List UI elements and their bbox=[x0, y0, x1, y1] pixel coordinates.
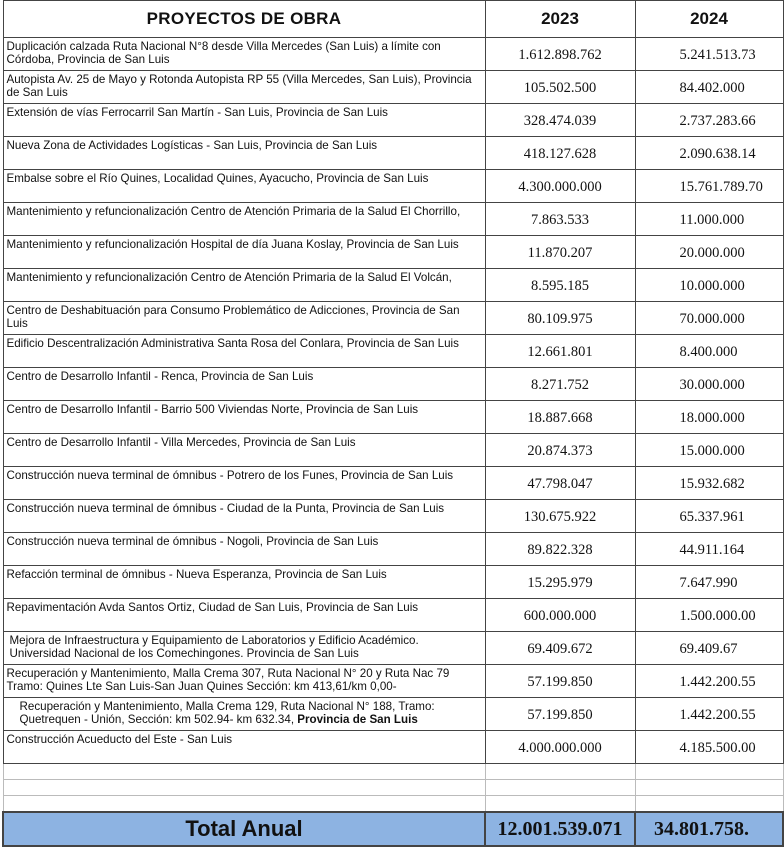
header-year-2023[interactable]: 2023 bbox=[485, 1, 635, 38]
value-2024-cell[interactable]: 1.500.000.00 bbox=[635, 599, 783, 632]
value-2023-cell[interactable]: 47.798.047 bbox=[485, 467, 635, 500]
value-2024-cell[interactable]: 4.185.500.00 bbox=[635, 731, 783, 764]
project-cell[interactable]: Construcción nueva terminal de ómnibus - Ciudad de la Punta, Provincia de San Luis bbox=[3, 500, 485, 533]
project-text: Recuperación y Mantenimiento, Malla Crema 129, Ruta Nacional N° 188, Tramo: Quetrequen - Unión, Sección: km 502.94- km 632.34, bbox=[19, 700, 435, 726]
value-2023-cell[interactable]: 80.109.975 bbox=[485, 302, 635, 335]
empty-cell[interactable] bbox=[3, 780, 485, 796]
table-row bbox=[3, 731, 783, 764]
value-2023-cell[interactable]: 12.661.801 bbox=[485, 335, 635, 368]
value-2023-cell[interactable]: 4.000.000.000 bbox=[485, 731, 635, 764]
table-row bbox=[3, 302, 783, 335]
projects-table bbox=[2, 0, 784, 847]
project-cell[interactable]: Nueva Zona de Actividades Logísticas - San Luis, Provincia de San Luis bbox=[3, 137, 485, 170]
project-cell[interactable]: Centro de Desarrollo Infantil - Villa Mercedes, Provincia de San Luis bbox=[3, 434, 485, 467]
table-row bbox=[3, 401, 783, 434]
value-2024-cell[interactable]: 15.000.000 bbox=[635, 434, 783, 467]
value-2024-cell[interactable]: 5.241.513.73 bbox=[635, 38, 783, 71]
value-2024-cell[interactable]: 1.442.200.55 bbox=[635, 665, 783, 698]
value-2023-cell[interactable]: 7.863.533 bbox=[485, 203, 635, 236]
table-row bbox=[3, 335, 783, 368]
value-2023-cell[interactable]: 69.409.672 bbox=[485, 632, 635, 665]
table-row bbox=[3, 269, 783, 302]
project-cell[interactable]: Construcción nueva terminal de ómnibus - Potrero de los Funes, Provincia de San Luis bbox=[3, 467, 485, 500]
value-2024-cell[interactable]: 11.000.000 bbox=[635, 203, 783, 236]
empty-cell[interactable] bbox=[3, 764, 485, 780]
project-cell[interactable]: Embalse sobre el Río Quines, Localidad Quines, Ayacucho, Provincia de San Luis bbox=[3, 170, 485, 203]
value-2023-cell[interactable]: 57.199.850 bbox=[485, 698, 635, 731]
project-cell[interactable]: Refacción terminal de ómnibus - Nueva Esperanza, Provincia de San Luis bbox=[3, 566, 485, 599]
table-row bbox=[3, 467, 783, 500]
project-cell[interactable]: Duplicación calzada Ruta Nacional N°8 desde Villa Mercedes (San Luis) a límite con Córdoba, Provincia de San Luis bbox=[3, 38, 485, 71]
value-2023-cell[interactable]: 130.675.922 bbox=[485, 500, 635, 533]
project-cell[interactable]: Construcción Acueducto del Este - San Luis bbox=[3, 731, 485, 764]
empty-cell[interactable] bbox=[635, 796, 783, 813]
value-2024-cell[interactable]: 84.402.000 bbox=[635, 71, 783, 104]
value-2024-cell[interactable]: 70.000.000 bbox=[635, 302, 783, 335]
table-row bbox=[3, 500, 783, 533]
value-2023-cell[interactable]: 328.474.039 bbox=[485, 104, 635, 137]
value-2024-cell[interactable]: 65.337.961 bbox=[635, 500, 783, 533]
table-row bbox=[3, 665, 783, 698]
value-2023-cell[interactable]: 18.887.668 bbox=[485, 401, 635, 434]
table-row bbox=[3, 203, 783, 236]
value-2023-cell[interactable]: 418.127.628 bbox=[485, 137, 635, 170]
project-cell[interactable]: Autopista Av. 25 de Mayo y Rotonda Autopista RP 55 (Villa Mercedes, San Luis), Provincia de San Luis bbox=[3, 71, 485, 104]
value-2023-cell[interactable]: 89.822.328 bbox=[485, 533, 635, 566]
value-2024-cell[interactable]: 8.400.000 bbox=[635, 335, 783, 368]
value-2023-cell[interactable]: 57.199.850 bbox=[485, 665, 635, 698]
value-2023-cell[interactable]: 4.300.000.000 bbox=[485, 170, 635, 203]
value-2024-cell[interactable]: 7.647.990 bbox=[635, 566, 783, 599]
value-2024-cell[interactable]: 18.000.000 bbox=[635, 401, 783, 434]
value-2024-cell[interactable]: 15.761.789.70 bbox=[635, 170, 783, 203]
table-row bbox=[3, 170, 783, 203]
value-2023-cell[interactable]: 11.870.207 bbox=[485, 236, 635, 269]
value-2024-cell[interactable]: 69.409.67 bbox=[635, 632, 783, 665]
table-row bbox=[3, 434, 783, 467]
empty-row bbox=[3, 764, 783, 780]
table-row bbox=[3, 368, 783, 401]
total-row bbox=[3, 812, 783, 846]
table-row bbox=[3, 533, 783, 566]
project-cell[interactable]: Mantenimiento y refuncionalización Centro de Atención Primaria de la Salud El Chorrillo, bbox=[3, 203, 485, 236]
value-2024-cell[interactable]: 2.737.283.66 bbox=[635, 104, 783, 137]
table-row bbox=[3, 236, 783, 269]
empty-cell[interactable] bbox=[3, 796, 485, 813]
project-cell[interactable]: Edificio Descentralización Administrativa Santa Rosa del Conlara, Provincia de San Luis bbox=[3, 335, 485, 368]
value-2024-cell[interactable]: 20.000.000 bbox=[635, 236, 783, 269]
value-2023-cell[interactable]: 600.000.000 bbox=[485, 599, 635, 632]
value-2023-cell[interactable]: 1.612.898.762 bbox=[485, 38, 635, 71]
value-2024-cell[interactable]: 44.911.164 bbox=[635, 533, 783, 566]
empty-cell[interactable] bbox=[485, 796, 635, 813]
value-2024-cell[interactable]: 30.000.000 bbox=[635, 368, 783, 401]
total-2023[interactable]: 12.001.539.071 bbox=[485, 812, 635, 846]
empty-row bbox=[3, 780, 783, 796]
project-cell[interactable] bbox=[3, 698, 485, 731]
project-cell[interactable]: Construcción nueva terminal de ómnibus - Nogoli, Provincia de San Luis bbox=[3, 533, 485, 566]
table-row bbox=[3, 137, 783, 170]
table-row bbox=[3, 599, 783, 632]
value-2023-cell[interactable]: 8.271.752 bbox=[485, 368, 635, 401]
header-projects[interactable]: PROYECTOS DE OBRA bbox=[3, 1, 485, 38]
table-row bbox=[3, 566, 783, 599]
header-row bbox=[3, 1, 783, 38]
empty-cell[interactable] bbox=[635, 780, 783, 796]
project-cell[interactable]: Repavimentación Avda Santos Ortiz, Ciudad de San Luis, Provincia de San Luis bbox=[3, 599, 485, 632]
empty-row bbox=[3, 796, 783, 813]
empty-cell[interactable] bbox=[635, 764, 783, 780]
empty-cell[interactable] bbox=[485, 764, 635, 780]
value-2023-cell[interactable]: 8.595.185 bbox=[485, 269, 635, 302]
value-2024-cell[interactable]: 2.090.638.14 bbox=[635, 137, 783, 170]
table-row bbox=[3, 698, 783, 731]
project-cell[interactable]: Mejora de Infraestructura y Equipamiento de Laboratorios y Edificio Académico. Universidad Nacional de los Comechingones. Provincia de San Luis bbox=[3, 632, 485, 665]
value-2024-cell[interactable]: 15.932.682 bbox=[635, 467, 783, 500]
project-cell[interactable]: Recuperación y Mantenimiento, Malla Crema 307, Ruta Nacional N° 20 y Ruta Nac 79 Tramo: Quines Lte San Luis-San Juan Quines Sección: km 413,61/km 0,00- bbox=[3, 665, 485, 698]
value-2024-cell[interactable]: 1.442.200.55 bbox=[635, 698, 783, 731]
value-2024-cell[interactable]: 10.000.000 bbox=[635, 269, 783, 302]
project-cell[interactable]: Centro de Deshabituación para Consumo Problemático de Adicciones, Provincia de San Luis bbox=[3, 302, 485, 335]
project-cell[interactable]: Mantenimiento y refuncionalización Hospital de día Juana Koslay, Provincia de San Luis bbox=[3, 236, 485, 269]
project-text-bold: Provincia de San Luis bbox=[297, 713, 418, 726]
total-2024[interactable]: 34.801.758. bbox=[635, 812, 783, 846]
header-year-2024[interactable]: 2024 bbox=[635, 1, 783, 38]
project-cell[interactable]: Centro de Desarrollo Infantil - Renca, Provincia de San Luis bbox=[3, 368, 485, 401]
table-row bbox=[3, 104, 783, 137]
total-label[interactable]: Total Anual bbox=[3, 812, 485, 846]
project-cell[interactable]: Centro de Desarrollo Infantil - Barrio 500 Viviendas Norte, Provincia de San Luis bbox=[3, 401, 485, 434]
project-cell[interactable]: Mantenimiento y refuncionalización Centro de Atención Primaria de la Salud El Volcán, bbox=[3, 269, 485, 302]
table-row bbox=[3, 632, 783, 665]
table-row bbox=[3, 71, 783, 104]
value-2023-cell[interactable]: 15.295.979 bbox=[485, 566, 635, 599]
project-cell[interactable]: Extensión de vías Ferrocarril San Martín - San Luis, Provincia de San Luis bbox=[3, 104, 485, 137]
empty-cell[interactable] bbox=[485, 780, 635, 796]
table-row bbox=[3, 38, 783, 71]
value-2023-cell[interactable]: 20.874.373 bbox=[485, 434, 635, 467]
value-2023-cell[interactable]: 105.502.500 bbox=[485, 71, 635, 104]
